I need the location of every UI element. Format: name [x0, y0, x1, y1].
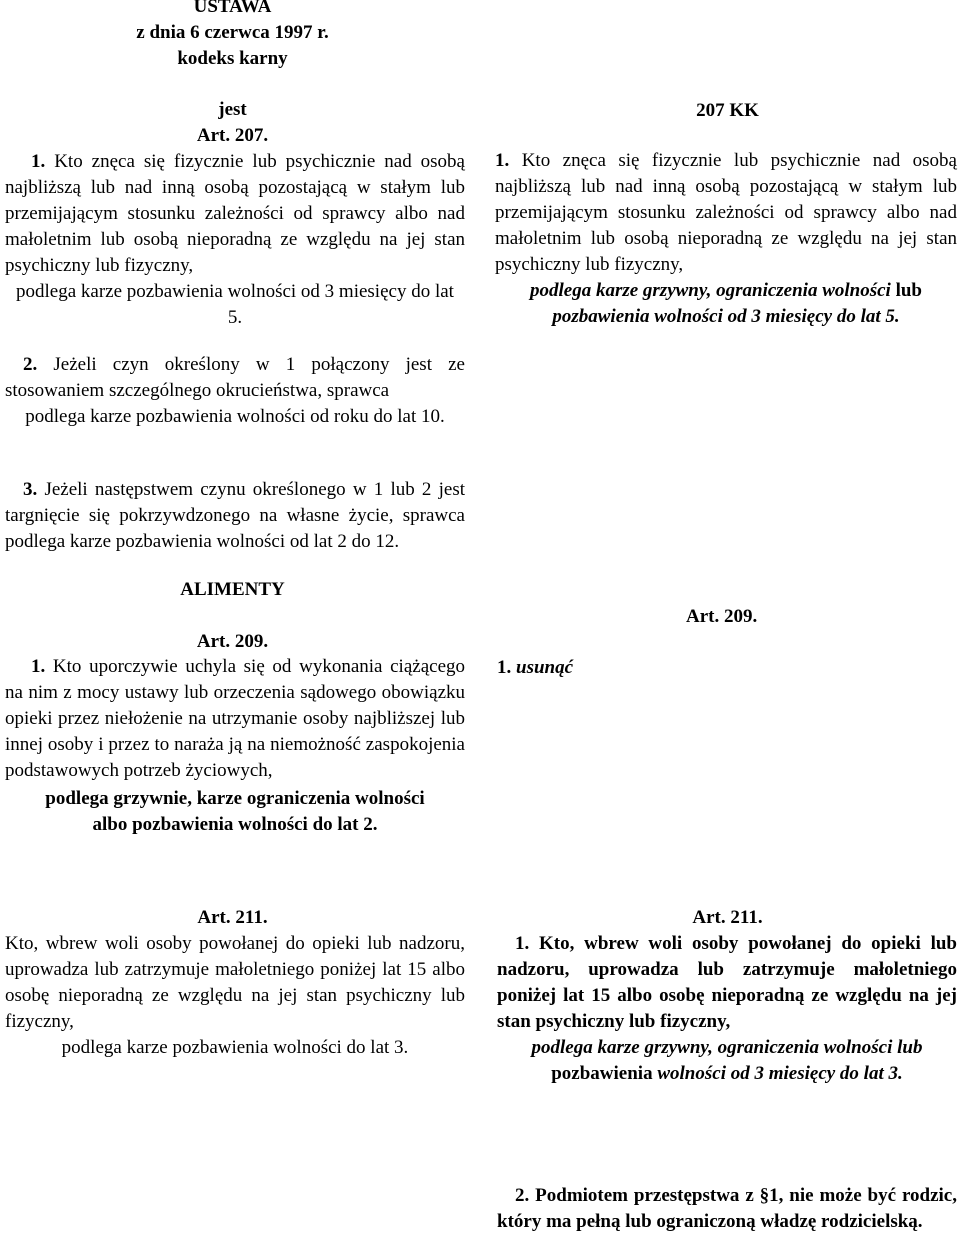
par-number: 1.	[31, 151, 46, 172]
art211-right-par1: 1. Kto, wbrew woli osoby powołanej do opieki lub nadzoru, uprowadza lub zatrzymuje małoletniego poniżej lat 15 albo osobę nieporadną ze względu na jej stan psychiczny lub fizyczny, podlega karze grzywny, ograniczenia wolności lub pozbawienia wolności od 3 miesięcy do lat 3.	[497, 931, 957, 1087]
art211-right-par2: 2. Podmiotem przestępstwa z §1, nie może być rodzic, który ma pełną lub ograniczoną władzę rodzicielską.	[497, 1185, 957, 1232]
par-text: Kto uporczywie uchyla się od wykonania ciążącego na nim z mocy ustawy lub orzeczenia sądowego obowiązku opieki przez niełożenie na utrzymanie osoby najbliższej lub innej osoby i przez to naraża ją na niemożność zaspokojenia podstawowych potrzeb życiowych,	[5, 656, 465, 781]
penalty-cont: pozbawienia wolności od 3 miesięcy do lat 5.	[552, 306, 900, 327]
art211-right-heading: Art. 211.	[692, 907, 763, 928]
par-text: Kto znęca się fizycznie lub psychicznie nad osobą najbliższą lub nad inną osobą pozostającą w stałym lub przemijającym stosunku zależności od sprawcy albo nad małoletnim lub osobą nieporadną ze względu na jej stan psychiczny lub fizyczny,	[495, 150, 957, 275]
par-text: usunąć	[511, 657, 574, 678]
art207-right-heading: 207 KK	[696, 100, 759, 121]
par-number: 3.	[23, 479, 38, 500]
art211-heading: Art. 211.	[197, 907, 268, 928]
act-date: z dnia 6 czerwca 1997 r.	[136, 22, 329, 43]
par-number: 2.	[23, 354, 38, 375]
art207-heading: Art. 207.	[196, 125, 269, 146]
act-header	[100, 0, 365, 72]
penalty: podlega karze pozbawienia wolności od roku do lat 10.	[25, 406, 445, 427]
par-text: Jeżeli następstwem czynu określonego w 1 lub 2 jest targnięcie się pokrzywdzonego na własne życie, sprawca podlega karze pozbawienia wolności od lat 2 do 12.	[5, 479, 465, 552]
penalty: podlega karze pozbawienia wolności od 3 miesięcy do lat 5.	[16, 281, 454, 328]
art209-heading: Art. 209.	[196, 631, 269, 652]
penalty: podlega karze grzywny, ograniczenia wolności lub	[529, 280, 922, 301]
art207-right-par1	[495, 148, 957, 330]
art209-par1	[5, 654, 465, 838]
act-name: kodeks karny	[177, 48, 288, 69]
section-alimenty: ALIMENTY	[180, 579, 285, 600]
art211-text: Kto, wbrew woli osoby powołanej do opieki lub nadzoru, uprowadza lub zatrzymuje małoletniego poniżej lat 15 albo osobę nieporadną ze względu na jej stan psychiczny lub fizyczny, podlega karze pozbawienia wolności do lat 3.	[5, 931, 465, 1061]
art207-par2	[5, 352, 465, 430]
art207-par1	[5, 149, 465, 331]
penalty-cont: albo pozbawienia wolności do lat 2.	[92, 814, 378, 835]
penalty: podlega grzywnie, karze ograniczenia wolności	[45, 788, 425, 809]
act-title: USTAWA	[193, 0, 272, 17]
par-number: 1.	[31, 656, 46, 677]
par-number: 1.	[495, 150, 510, 171]
penalty: podlega karze grzywny, ograniczenia wolności lub	[531, 1037, 923, 1058]
par-number: 1.	[497, 657, 512, 678]
par-text: Kto znęca się fizycznie lub psychicznie nad osobą najbliższą lub nad inną osobą pozostającą w stałym lub przemijającym stosunku zależności od sprawcy albo nad małoletnim lub osobą nieporadną ze względu na jej stan psychiczny lub fizyczny,	[5, 151, 465, 276]
art207-jest: jest	[218, 99, 247, 120]
art209-right-heading: Art. 209.	[686, 606, 758, 627]
penalty-cont: pozbawienia wolności od 3 miesięcy do lat 3.	[551, 1063, 903, 1084]
art209-right-par1	[497, 655, 697, 681]
penalty: podlega karze pozbawienia wolności do lat 3.	[61, 1037, 409, 1058]
par-text: Jeżeli czyn określony w 1 połączony jest ze stosowaniem szczególnego okrucieństwa, sprawca	[5, 354, 465, 401]
art207-par3	[5, 477, 465, 555]
